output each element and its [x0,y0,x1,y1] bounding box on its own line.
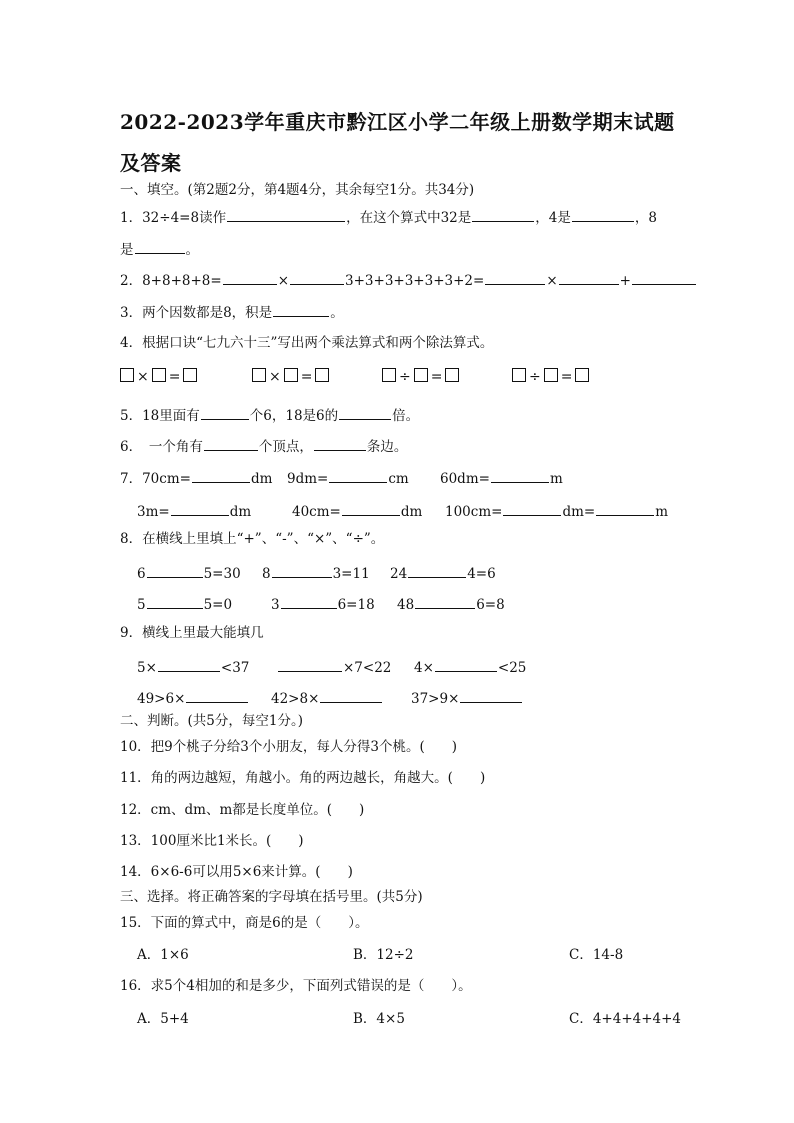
q7-a-blank[interactable] [192,468,250,483]
q8-e-left: 3 [271,597,280,613]
q9-d-left: 49>6× [137,691,186,707]
question-9-row-1 [137,657,657,677]
divide-sign: ÷ [529,369,541,385]
question-3 [120,302,344,322]
q7-f-blank-2[interactable] [596,501,654,516]
q7-f-blank-1[interactable] [503,501,561,516]
q7-item-f [445,501,668,521]
q6-blank-1[interactable] [204,436,258,451]
q7-c-unit: m [549,471,563,487]
q7-d-unit: dm [229,504,252,520]
q7-c-text: 60dm= [440,471,490,487]
q7-e-unit: dm [400,504,423,520]
q7-f-text: 100cm= [445,504,503,520]
section-1-heading: 一、填空。(第2题2分，第4题4分，其余每空1分。共34分) [120,182,475,198]
q1-blank-1[interactable] [227,207,345,222]
q2-times-1: × [277,273,290,289]
q8-d-right: 5=0 [203,597,233,613]
q7-f-unit: m [655,504,669,520]
q5-blank-2[interactable] [339,405,391,420]
q1-blank-3[interactable] [572,207,634,222]
q8-d-left: 5 [137,597,146,613]
q7-item-c [440,468,563,488]
q8-item-c [390,563,496,583]
q9-item-b [277,657,391,677]
q2-blank-1[interactable] [223,270,277,285]
q8-item-b [262,563,370,583]
q9-a-right: <37 [220,660,250,676]
q6-text-c: 条边。 [366,439,408,455]
question-7-row-1 [120,468,680,488]
q2-blank-3[interactable] [485,270,545,285]
q7-b-blank[interactable] [329,468,387,483]
q4-division-2 [512,368,589,386]
q8-c-blank[interactable] [408,563,466,578]
answer-box[interactable] [183,368,197,382]
q15-option-a[interactable]: A．1×6 [137,947,189,963]
q8-c-right: 4=6 [467,566,496,582]
q6-text-a: 6． 一个角有 [120,439,203,455]
q8-e-right: 6=18 [337,597,375,613]
question-13: 13．100厘米比1米长。( ) [120,833,304,849]
q16-option-c[interactable]: C．4+4+4+4+4 [569,1011,682,1027]
q2-text-a: 2．8+8+8+8= [120,273,222,289]
question-11: 11．角的两边越短，角越小。角的两边越长，角越大。( ) [120,770,486,786]
q9-b-blank[interactable] [278,657,342,672]
q2-blank-2[interactable] [290,270,344,285]
q8-item-a [137,563,241,583]
q3-blank-1[interactable] [273,302,329,317]
question-8-row-1 [137,563,637,583]
q2-blank-5[interactable] [632,270,696,285]
q5-text-a: 5．18里面有 [120,408,200,424]
q8-c-left: 24 [390,566,408,582]
q15-option-c[interactable]: C．14-8 [569,947,624,963]
q7-item-b [287,468,409,488]
q8-b-left: 8 [262,566,271,582]
q9-item-c [414,657,526,677]
divide-sign: ÷ [399,369,411,385]
question-6 [120,436,407,456]
q2-plus: + [619,273,631,289]
question-8-row-2 [137,594,637,614]
q2-blank-4[interactable] [559,270,619,285]
q8-a-blank[interactable] [147,563,203,578]
q8-item-f [397,594,505,614]
answer-box[interactable] [445,368,459,382]
q8-d-blank[interactable] [147,594,203,609]
q9-c-right: <25 [497,660,527,676]
multiply-sign: × [269,369,281,385]
q16-option-a[interactable]: A．5+4 [137,1011,189,1027]
q8-a-left: 6 [137,566,146,582]
q1-text-c: ，4是 [535,210,571,226]
answer-box[interactable] [575,368,589,382]
q9-b-right: ×7<22 [343,660,392,676]
multiply-sign: × [137,369,149,385]
q5-blank-1[interactable] [201,405,249,420]
answer-box[interactable] [315,368,329,382]
q2-times-2: × [546,273,558,289]
equals-sign: = [300,369,313,385]
answer-box[interactable] [414,368,428,382]
q1-blank-2[interactable] [472,207,534,222]
equals-sign: = [430,369,443,385]
question-8: 8．在横线上里填上“+”、“-”、“×”、“÷”。 [120,531,385,547]
document-title-line2: 及答案 [120,151,182,175]
question-1-cont [120,239,199,259]
question-9: 9．横线上里最大能填几 [120,625,264,641]
q7-e-text: 40cm= [292,504,341,520]
q4-multiplication-2 [252,368,329,386]
equals-sign: = [560,369,573,385]
q7-c-blank[interactable] [491,468,549,483]
q8-a-right: 5=30 [203,566,241,582]
q1-text-d: ，8 [634,210,657,226]
q7-item-a [120,468,272,488]
q9-a-blank[interactable] [158,657,220,672]
question-5 [120,405,419,425]
q9-item-a [137,657,249,677]
q9-d-blank[interactable] [186,688,248,703]
answer-box[interactable] [382,368,396,382]
q7-a-text: 7．70cm= [120,471,191,487]
q7-d-blank[interactable] [171,501,229,516]
q2-text-b: 3+3+3+3+3+3+2= [345,273,485,289]
q9-f-left: 37>9× [411,691,460,707]
q7-item-e [292,501,422,521]
q9-c-left: 4× [414,660,434,676]
question-9-row-2 [137,688,657,708]
q3-text-a: 3．两个因数都是8，积是 [120,305,273,321]
q1-text-b: ，在这个算式中32是 [346,210,472,226]
section-3-heading: 三、选择。将正确答案的字母填在括号里。(共5分) [120,889,423,905]
q7-b-text: 9dm= [287,471,329,487]
q6-blank-2[interactable] [314,436,366,451]
question-1 [120,207,657,227]
document-title-line1: 2022-2023学年重庆市黔江区小学二年级上册数学期末试题 [120,110,675,134]
q15-option-b[interactable]: B．12÷2 [353,947,414,963]
q1-text-a: 1．32÷4=8读作 [120,210,227,226]
q1-blank-4[interactable] [135,239,185,254]
q9-item-d [137,688,249,708]
q9-e-left: 42>8× [271,691,320,707]
q7-item-d [137,501,251,521]
question-12: 12．cm、dm、m都是长度单位。( ) [120,802,365,818]
question-7-row-2 [137,501,697,521]
q5-text-b: 个6，18是6的 [249,408,339,424]
q3-text-b: 。 [330,305,344,321]
q9-c-blank[interactable] [435,657,497,672]
q4-multiplication-1 [120,368,197,386]
answer-box[interactable] [252,368,266,382]
q16-option-b[interactable]: B．4×5 [353,1011,405,1027]
q5-text-c: 倍。 [392,408,420,424]
answer-box[interactable] [544,368,558,382]
q8-f-left: 48 [397,597,415,613]
q8-b-right: 3=11 [332,566,370,582]
q7-d-text: 3m= [137,504,170,520]
question-16-options [137,1010,682,1030]
q7-a-unit: dm [250,471,273,487]
answer-box[interactable] [120,368,134,382]
q4-division-1 [382,368,459,386]
q1-text-e: 是 [120,242,134,258]
section-2-heading: 二、判断。(共5分，每空1分。) [120,713,303,729]
q8-f-right: 6=8 [476,597,505,613]
question-16: 16．求5个4相加的和是多少，下面列式错误的是（ ）。 [120,978,472,994]
q8-item-d [137,594,232,614]
q7-b-unit: cm [388,471,409,487]
q6-text-b: 个顶点， [258,439,313,455]
q1-text-f: 。 [185,242,199,258]
q9-a-left: 5× [137,660,157,676]
question-14: 14．6×6-6可以用5×6来计算。( ) [120,864,353,880]
question-4: 4．根据口诀“七九六十三”写出两个乘法算式和两个除法算式。 [120,335,494,351]
question-4-boxes [120,368,620,388]
question-10: 10．把9个桃子分给3个小朋友，每人分得3个桃。( ) [120,739,457,755]
q7-e-blank[interactable] [342,501,400,516]
question-15: 15．下面的算式中，商是6的是（ ）。 [120,915,369,931]
q8-item-e [271,594,375,614]
answer-box[interactable] [152,368,166,382]
q8-f-blank[interactable] [415,594,475,609]
q8-b-blank[interactable] [272,563,332,578]
answer-box[interactable] [284,368,298,382]
answer-box[interactable] [512,368,526,382]
q7-f-mid: dm= [562,504,596,520]
question-15-options [137,946,657,966]
q9-item-f [411,688,523,708]
q8-e-blank[interactable] [281,594,337,609]
q9-item-e [271,688,383,708]
question-2 [120,270,697,290]
q9-f-blank[interactable] [460,688,522,703]
q9-e-blank[interactable] [320,688,382,703]
equals-sign: = [168,369,181,385]
